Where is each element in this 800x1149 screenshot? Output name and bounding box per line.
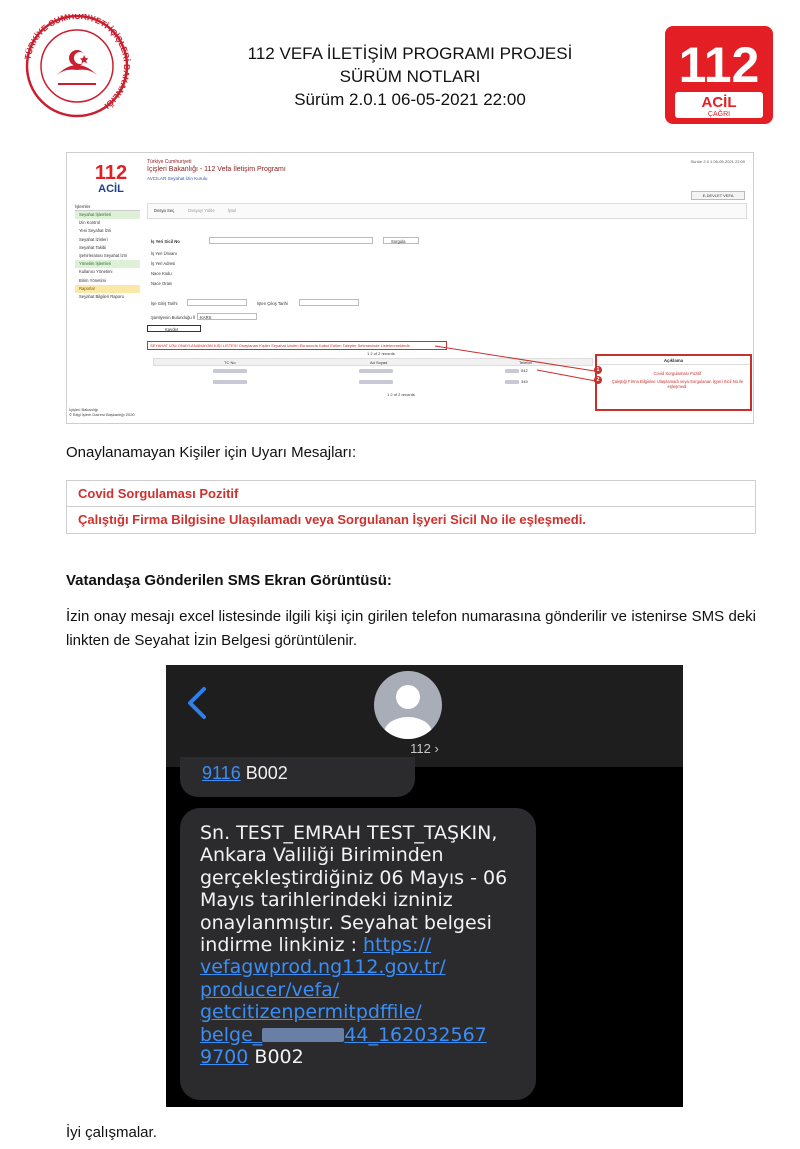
col-tc: TC No — [224, 360, 236, 365]
annotation-2: Çalıştığı Firma Bilgisine Ulaşılamadı veya Sorgulanan İşyeri Sicil No ile eşleşmedi. — [611, 379, 744, 389]
back-chevron-icon[interactable] — [182, 685, 212, 721]
title-line-1: 112 VEFA İLETİŞİM PROGRAMI PROJESİ — [247, 44, 573, 63]
logo-acil: ACİL — [701, 94, 737, 111]
title-line-2: SÜRÜM NOTLARI — [339, 67, 481, 86]
warning-row: Çalıştığı Firma Bilgisine Ulaşılamadı veya Sorgulanan İşyeri Sicil No ile eşleşmedi. — [78, 512, 586, 527]
closing-text: İyi çalışmalar. — [66, 1124, 157, 1141]
footer-line-2: © Bilgi İşlem Dairesi Başkanlığı 2020 — [69, 412, 135, 417]
document-title — [190, 42, 630, 111]
badge-1: 1 — [594, 366, 602, 374]
label-sicil: İş Yeri Sicil No — [151, 239, 180, 244]
sms-screenshot — [166, 665, 683, 1107]
sidebar-title: İşlemler — [75, 203, 140, 211]
sidebar-item[interactable]: Birim Yönetimi — [79, 277, 106, 283]
link-line-3[interactable]: producer/vefa/ — [200, 978, 340, 1001]
kaydet-label: Kaydet — [165, 327, 179, 332]
link-line-5-prefix[interactable]: belge_ — [200, 1023, 263, 1046]
badge-2: 2 — [594, 376, 602, 384]
label-giris: İşe Giriş Tarihi — [151, 301, 178, 306]
previous-message-bubble — [180, 757, 415, 797]
app-footer — [69, 407, 135, 417]
annotation-box — [595, 354, 752, 411]
sidebar-item[interactable]: Raporlar — [75, 285, 140, 293]
title-line-3: Sürüm 2.0.1 06-05-2021 22:00 — [294, 90, 526, 109]
annotation-1: Covid Sorgulaması Pozitif — [653, 371, 702, 376]
sorgula-label: Sorgula — [391, 239, 406, 244]
link-line-1[interactable]: https:// — [363, 934, 432, 957]
sehir-value: KARS — [200, 315, 212, 320]
link-line-4[interactable]: getcitizenpermitpdffile/ — [200, 1001, 422, 1024]
footer-line-1: İçişleri Bakanlığı — [69, 407, 99, 412]
warning-table — [66, 480, 756, 534]
label-nace-kodu: Nace Kodu — [151, 271, 172, 276]
annotation-header: Açıklama — [597, 356, 750, 365]
link-line-6[interactable]: 9700 — [200, 1046, 249, 1069]
warning-line: SEYAHAT İZNİ ONAYLANAMAYAN KİŞİ LİSTESİ Onaylanan Kişiler Seyahat İzinleri Ekranında Kabul Edilen Talepler Sekmesinde Listelenmektedir. — [147, 341, 447, 350]
app-subtitle: AVCILAR Seyahat İzin Kurulu — [147, 176, 208, 181]
pager-bottom: 1 2 of 2 records — [387, 392, 415, 397]
label-nace-orani: Nace Oranı — [151, 281, 173, 286]
app-logo-text: ACİL — [98, 183, 124, 195]
sidebar-item[interactable]: İzin Kontrol — [79, 220, 100, 226]
app-logo-number: 112 — [94, 162, 128, 184]
app-version: Sürüm 2.0.1 06-05-2021 22:00 — [690, 159, 745, 164]
link-line-5-suffix[interactable]: 44_162032567 — [344, 1023, 487, 1046]
tab-dosya-yukle[interactable]: Dosyayı Yükle — [188, 208, 215, 213]
app-screenshot — [66, 152, 754, 424]
ministry-seal — [8, 14, 146, 118]
pager: 1 2 of 2 records — [367, 351, 395, 356]
warning-row: Covid Sorgulaması Pozitif — [67, 481, 755, 507]
message-text — [200, 822, 530, 1068]
tab-dosya-sec[interactable]: Dosya Seç — [154, 208, 175, 213]
message-bubble — [180, 808, 536, 1100]
message-end: B002 — [254, 1046, 304, 1069]
blurred-link-part — [262, 1028, 344, 1042]
phone-tail: 345 — [521, 379, 528, 384]
message-intro: Sn. TEST_EMRAH TEST_TAŞKIN, Ankara Valiliği Biriminden gerçekleştirdiğiniz 06 Mayıs - 06 Mayıs tarihlerindeki izniniz onaylanmıştır. Seyahat belgesi indirme linkiniz : — [200, 822, 508, 957]
previous-message-text: 9116 B002 — [202, 763, 288, 783]
tab-iptal[interactable]: İptal — [228, 208, 236, 213]
sidebar-item[interactable]: Şehirlerarası Seyahat İzni — [79, 252, 127, 258]
label-unvan: İş Yeri Ünvanı — [151, 251, 177, 256]
label-adres: İş Yeri Adresi — [151, 261, 176, 266]
seal-text: TÜRKİYE CUMHURİYETİ İÇİŞLERİ BAKANLIĞI — [22, 14, 133, 112]
acil-cagri-logo — [665, 26, 773, 124]
label-sehir: Şantiyenin Bulunduğu İl — [151, 315, 196, 320]
sidebar-item[interactable]: Seyahat İşlemleri — [75, 211, 140, 219]
col-telefon: Telefon — [519, 360, 532, 365]
section-title-warnings: Onaylanamayan Kişiler için Uyarı Mesajları: — [66, 444, 357, 461]
contact-avatar-icon[interactable] — [374, 671, 442, 739]
sidebar-item[interactable]: Seyahat İzinleri — [79, 236, 108, 242]
contact-name[interactable]: 112 › — [410, 741, 439, 756]
edevlet-button[interactable]: E-DEVLET VEFA — [691, 191, 745, 200]
col-ad-soyad: Ad Soyad — [370, 360, 388, 365]
sms-description: İzin onay mesajı excel listesinde ilgili kişi için girilen telefon numarasına gönderilir ve istenirse SMS deki linkten de Seyahat İzin Belgesi görüntülenir. — [66, 608, 756, 649]
app-gov: Türkiye Cumhuriyeti — [147, 159, 192, 165]
sidebar-item[interactable]: Kullanıcı Yönetimi — [79, 269, 113, 275]
previous-link[interactable]: 9116 — [202, 763, 241, 783]
sidebar-item[interactable]: Yeni Seyahat İzni — [79, 228, 112, 234]
sidebar-item[interactable]: Seyahat Takibi — [79, 244, 107, 250]
sms-header — [166, 665, 683, 767]
section-title-sms: Vatandaşa Gönderilen SMS Ekran Görüntüsü: — [66, 572, 392, 589]
logo-cagri: ÇAĞRI — [707, 111, 731, 118]
phone-tail: 542 — [521, 368, 528, 373]
link-line-2[interactable]: vefagwprod.ng112.gov.tr/ — [200, 956, 446, 979]
app-ministry: İçişleri Bakanlığı - 112 Vefa İletişim Programı — [147, 166, 286, 173]
label-cikis: İşten Çıkış Tarihi — [257, 301, 288, 306]
sidebar-item[interactable]: Seyahat Bilgileri Raporu — [79, 293, 124, 299]
logo-number: 112 — [678, 37, 760, 93]
sidebar-item[interactable]: Yönetim İşlemleri — [75, 260, 140, 268]
